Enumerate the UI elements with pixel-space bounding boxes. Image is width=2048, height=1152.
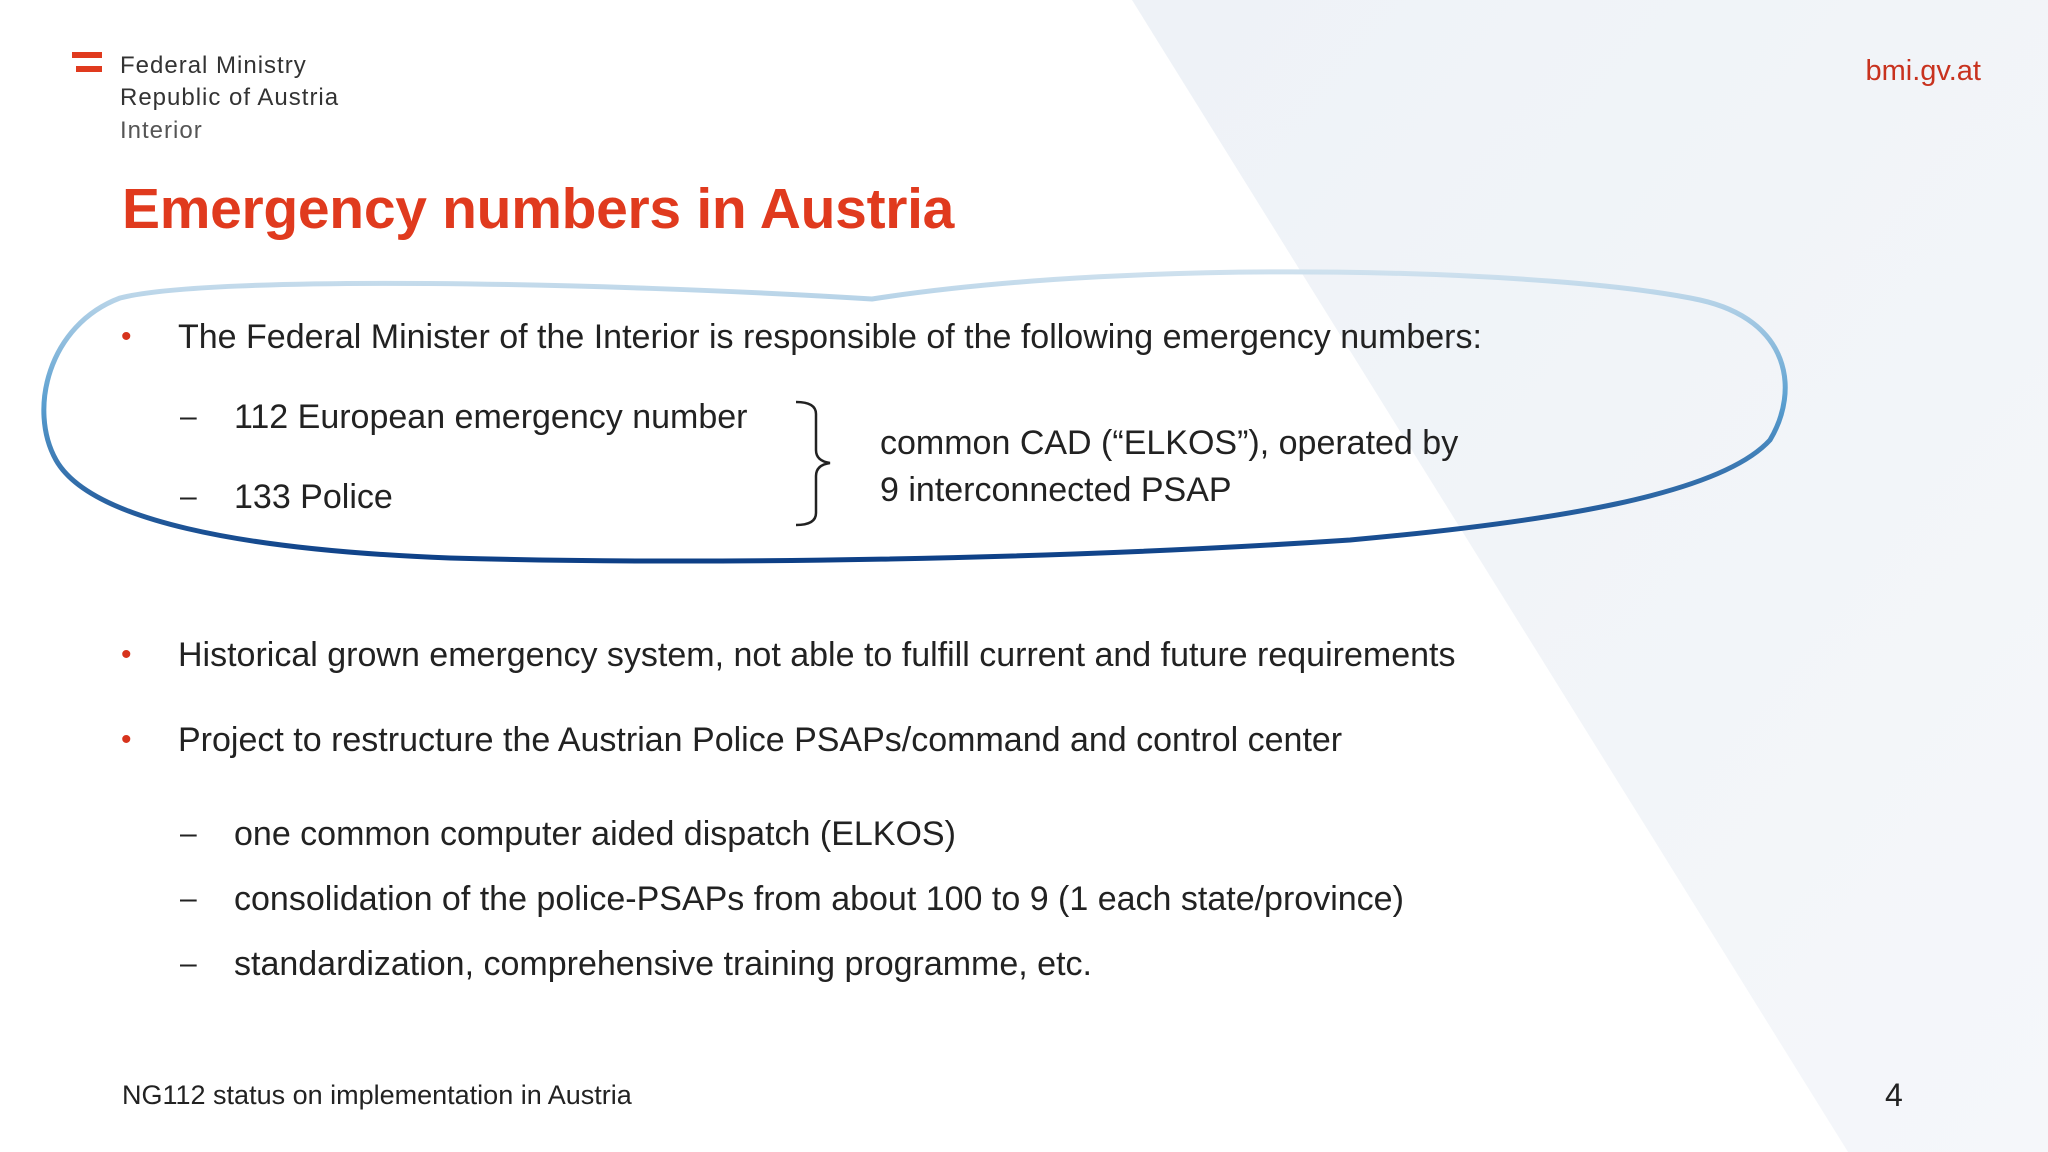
- bullet-text: Historical grown emergency system, not able to fulfill current and future requirements: [178, 636, 1456, 674]
- austrian-flag-icon: [72, 52, 104, 74]
- sub-item-text: 112 European emergency number: [234, 398, 748, 436]
- bullet-marker: •: [121, 638, 132, 671]
- brace-note-line-2: 9 interconnected PSAP: [880, 471, 1232, 509]
- bullet-marker: •: [121, 723, 132, 756]
- bullet-marker: •: [121, 320, 132, 353]
- bullet-text: The Federal Minister of the Interior is responsible of the following emergency numbers:: [178, 318, 1482, 356]
- dash-marker: –: [180, 480, 197, 513]
- logo-text-line-1: Federal Ministry: [120, 52, 307, 79]
- dash-marker: –: [180, 947, 197, 980]
- website-link[interactable]: bmi.gv.at: [1865, 55, 1981, 87]
- sub-item-text: consolidation of the police-PSAPs from about 100 to 9 (1 each state/province): [234, 880, 1404, 918]
- logo-text-line-3: Interior: [120, 117, 203, 144]
- page-number: 4: [1885, 1077, 1903, 1113]
- dash-marker: –: [180, 882, 197, 915]
- dash-marker: –: [180, 400, 197, 433]
- sub-item-text: one common computer aided dispatch (ELKOS): [234, 815, 956, 853]
- right-curly-brace: [792, 400, 832, 527]
- footer-presentation-title: NG112 status on implementation in Austria: [122, 1080, 632, 1110]
- logo-text-line-2: Republic of Austria: [120, 84, 340, 111]
- page-title: Emergency numbers in Austria: [122, 177, 955, 241]
- dash-marker: –: [180, 817, 197, 850]
- bullet-text: Project to restructure the Austrian Police PSAPs/command and control center: [178, 721, 1343, 759]
- sub-item-text: 133 Police: [234, 478, 393, 516]
- brace-note-line-1: common CAD (“ELKOS”), operated by: [880, 424, 1459, 462]
- sub-item-text: standardization, comprehensive training programme, etc.: [234, 945, 1092, 983]
